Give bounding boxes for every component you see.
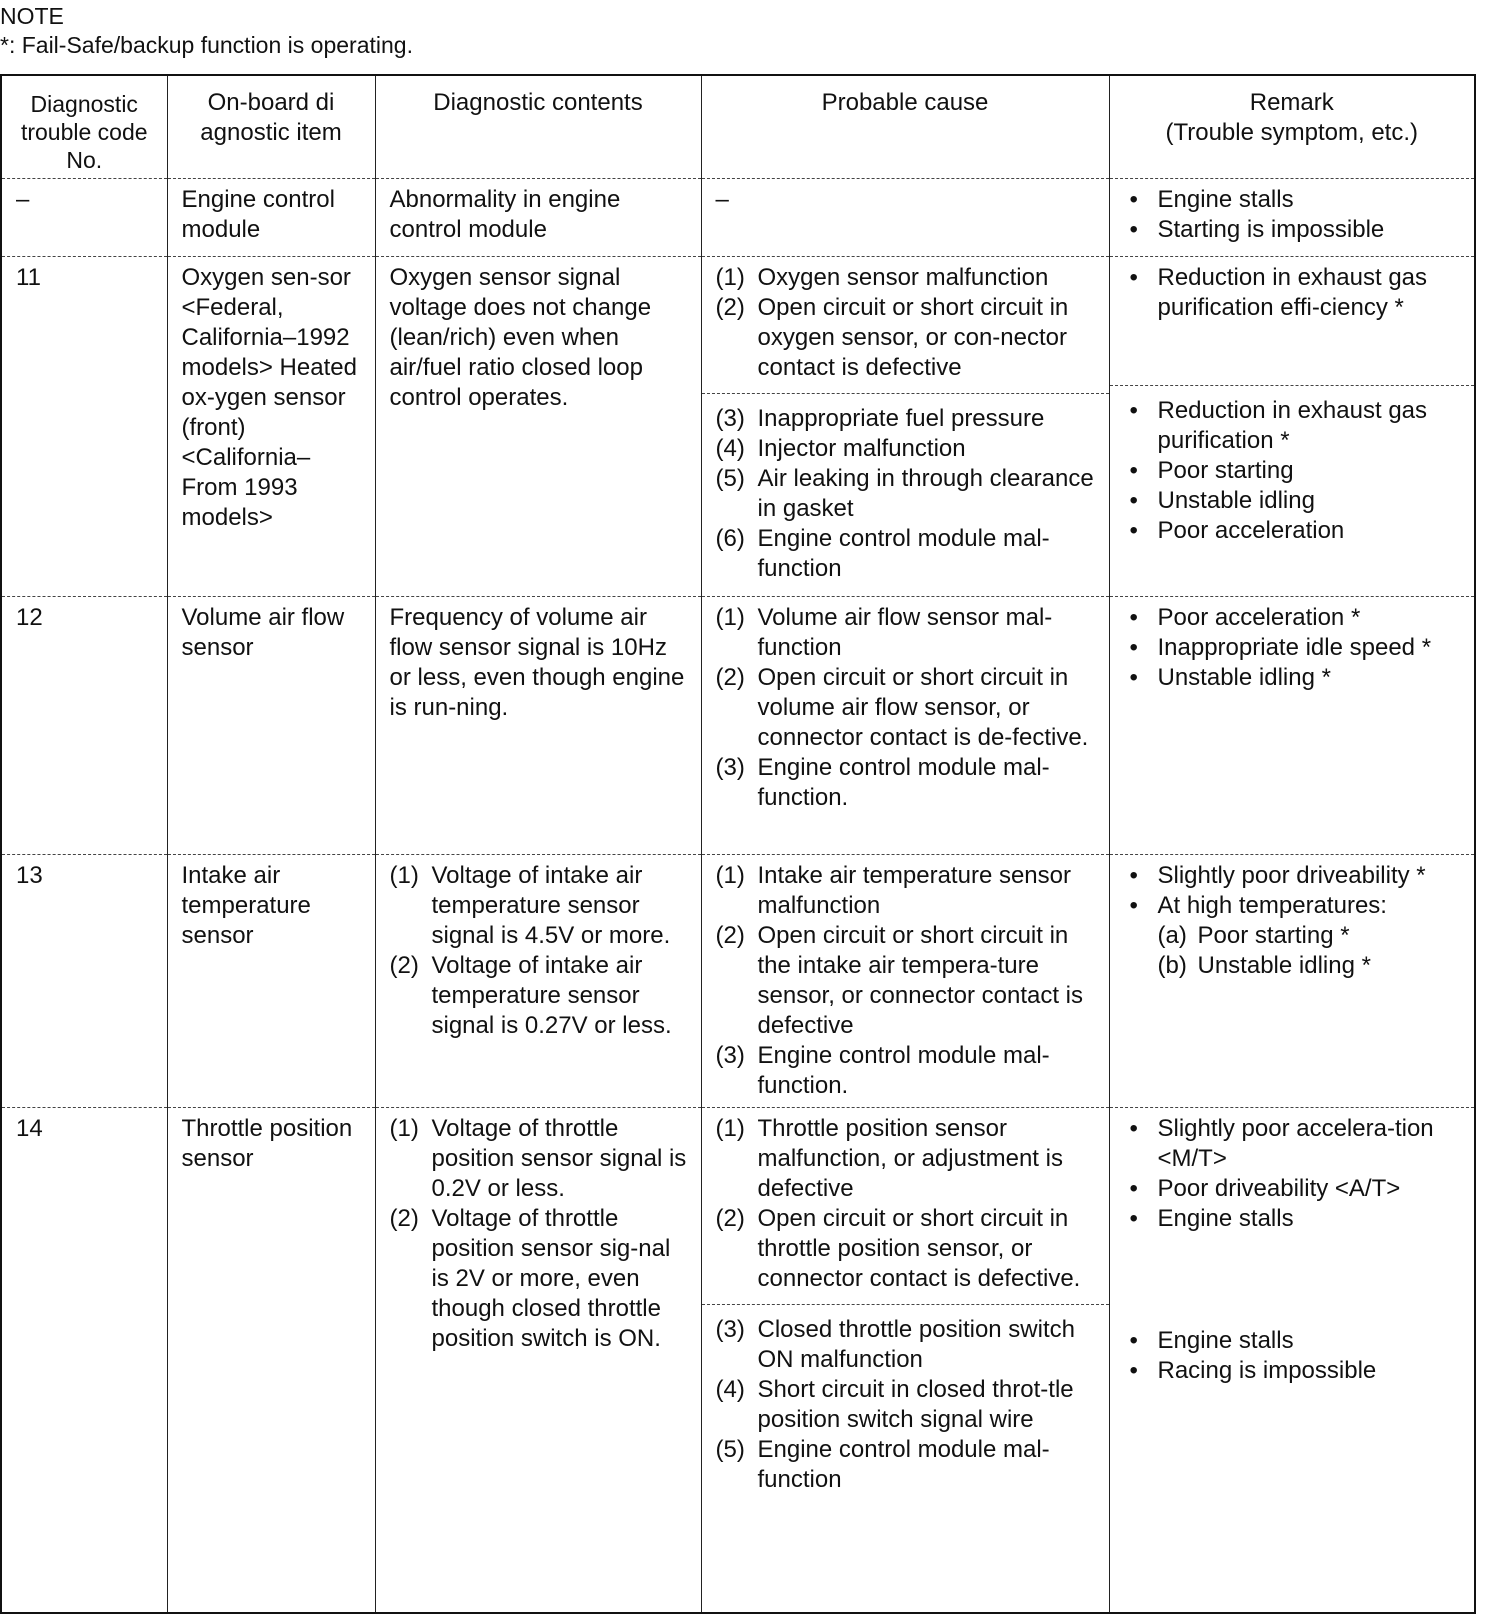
item-cell: Engine control module xyxy=(167,179,375,257)
header-remark-line2: (Trouble symptom, etc.) xyxy=(1165,119,1418,146)
header-remark-line1: Remark xyxy=(1249,89,1334,116)
cause-cell xyxy=(701,1108,1109,1614)
remark-item: • Poor starting xyxy=(1124,456,1467,486)
remark-item: • Inappropriate idle speed * xyxy=(1124,633,1467,663)
cause-item: (1) Throttle position sensor malfunction, or adjustment is defective xyxy=(715,1115,1063,1202)
cause-cell xyxy=(701,257,1109,597)
item-cell: Throttle position sensor xyxy=(167,1108,375,1614)
note-text: *: Fail-Safe/backup function is operating. xyxy=(0,32,413,58)
cause-item: (6) Engine control module mal-function xyxy=(715,525,1050,582)
note-title: NOTE xyxy=(0,3,64,29)
remark-item: • Unstable idling xyxy=(1124,486,1467,516)
remark-item: • Poor driveability <A/T> xyxy=(1124,1174,1467,1204)
table-row-14 xyxy=(1,1108,1475,1614)
cause-item: (5) Air leaking in through clearance in gasket xyxy=(715,465,1094,522)
cause-item: (4) Short circuit in closed throt-tle position switch signal wire xyxy=(715,1376,1074,1433)
remark-item: • Starting is impossible xyxy=(1124,215,1467,245)
sub-remark-item: (b) Unstable idling * xyxy=(1157,952,1371,979)
cause-item: (1) Volume air flow sensor mal-function xyxy=(715,604,1053,661)
remark-item: • Poor acceleration * xyxy=(1124,603,1467,633)
table-row-11 xyxy=(1,257,1475,597)
note-block xyxy=(0,2,1100,60)
sub-remark-list xyxy=(1124,921,1467,981)
table-row-13 xyxy=(1,855,1475,1108)
contents-cell xyxy=(375,855,701,1108)
sub-divider xyxy=(702,1304,1109,1305)
item-cell: Volume air flow sensor xyxy=(167,597,375,855)
cause-item: (3) Inappropriate fuel pressure xyxy=(715,405,1045,432)
sub-divider xyxy=(702,393,1109,394)
remark-cell xyxy=(1109,855,1475,1108)
remark-item: • Reduction in exhaust gas purification * xyxy=(1124,396,1467,456)
header-contents: Diagnostic contents xyxy=(375,75,701,179)
cause-item: (1) Intake air temperature sensor malfunction xyxy=(715,862,1071,919)
remark-item: • At high temperatures: xyxy=(1124,891,1467,921)
header-code: Diagnostic trouble code No. xyxy=(1,75,167,179)
contents-cell: Abnormality in engine control module xyxy=(375,179,701,257)
remark-cell xyxy=(1109,179,1475,257)
contents-item: (1) Voltage of intake air temperature sensor signal is 4.5V or more. xyxy=(389,862,671,949)
remark-item: • Slightly poor driveability * xyxy=(1124,861,1467,891)
cause-item: (1) Oxygen sensor malfunction xyxy=(715,264,1049,291)
table-row-ecm xyxy=(1,179,1475,257)
remark-item: • Unstable idling * xyxy=(1124,663,1467,693)
contents-item: (1) Voltage of throttle position sensor signal is 0.2V or less. xyxy=(389,1115,687,1202)
remark-item: • Engine stalls xyxy=(1124,1204,1467,1234)
cause-cell xyxy=(701,855,1109,1108)
remark-cell xyxy=(1109,1108,1475,1614)
cause-item: (3) Engine control module mal-function. xyxy=(715,754,1050,811)
cause-cell xyxy=(701,597,1109,855)
remark-item: • Poor acceleration xyxy=(1124,516,1467,546)
remark-cell xyxy=(1109,597,1475,855)
header-item: On-board di agnostic item xyxy=(167,75,375,179)
cause-item: (2) Open circuit or short circuit in the intake air tempera-ture sensor, or connector contact is defective xyxy=(715,922,1083,1039)
remark-item: • Engine stalls xyxy=(1124,185,1467,215)
cause-item: (4) Injector malfunction xyxy=(715,435,966,462)
code-cell: 13 xyxy=(1,855,167,1108)
header-row xyxy=(1,75,1475,179)
header-remark xyxy=(1109,75,1475,179)
contents-cell xyxy=(375,1108,701,1614)
cause-item: (5) Engine control module mal-function xyxy=(715,1436,1050,1493)
code-cell: – xyxy=(1,179,167,257)
remark-cell xyxy=(1109,257,1475,597)
remark-item: • Slightly poor accelera-tion <M/T> xyxy=(1124,1114,1467,1174)
code-cell: 11 xyxy=(1,257,167,597)
remark-item: • Racing is impossible xyxy=(1124,1356,1467,1386)
cause-item: (2) Open circuit or short circuit in volume air flow sensor, or connector contact is de-fective. xyxy=(715,664,1089,751)
contents-cell: Frequency of volume air flow sensor signal is 10Hz or less, even though engine is run-ning. xyxy=(375,597,701,855)
header-cause: Probable cause xyxy=(701,75,1109,179)
cause-item: (2) Open circuit or short circuit in oxygen sensor, or con-nector contact is defective xyxy=(715,294,1069,381)
code-cell: 12 xyxy=(1,597,167,855)
contents-item: (2) Voltage of intake air temperature sensor signal is 0.27V or less. xyxy=(389,952,672,1039)
cause-item: (3) Engine control module mal-function. xyxy=(715,1042,1050,1099)
remark-item: • Reduction in exhaust gas purification effi-ciency * xyxy=(1124,263,1467,323)
remark-item: • Engine stalls xyxy=(1124,1326,1467,1356)
diagnostic-table xyxy=(0,74,1476,1614)
sub-divider xyxy=(1110,385,1475,386)
table-row-12 xyxy=(1,597,1475,855)
cause-item: (3) Closed throttle position switch ON malfunction xyxy=(715,1316,1075,1373)
sub-remark-item: (a) Poor starting * xyxy=(1157,922,1350,949)
code-cell: 14 xyxy=(1,1108,167,1614)
cause-item: (2) Open circuit or short circuit in throttle position sensor, or connector contact is defective. xyxy=(715,1205,1081,1292)
contents-item: (2) Voltage of throttle position sensor sig-nal is 2V or more, even though closed throttle position switch is ON. xyxy=(389,1205,671,1352)
item-cell: Intake air temperature sensor xyxy=(167,855,375,1108)
contents-cell: Oxygen sensor signal voltage does not change (lean/rich) even when air/fuel ratio closed loop control operates. xyxy=(375,257,701,597)
cause-cell: – xyxy=(701,179,1109,257)
item-cell: Oxygen sen-sor <Federal, California–1992 models> Heated ox-ygen sensor (front) <California– From 1993 models> xyxy=(167,257,375,597)
